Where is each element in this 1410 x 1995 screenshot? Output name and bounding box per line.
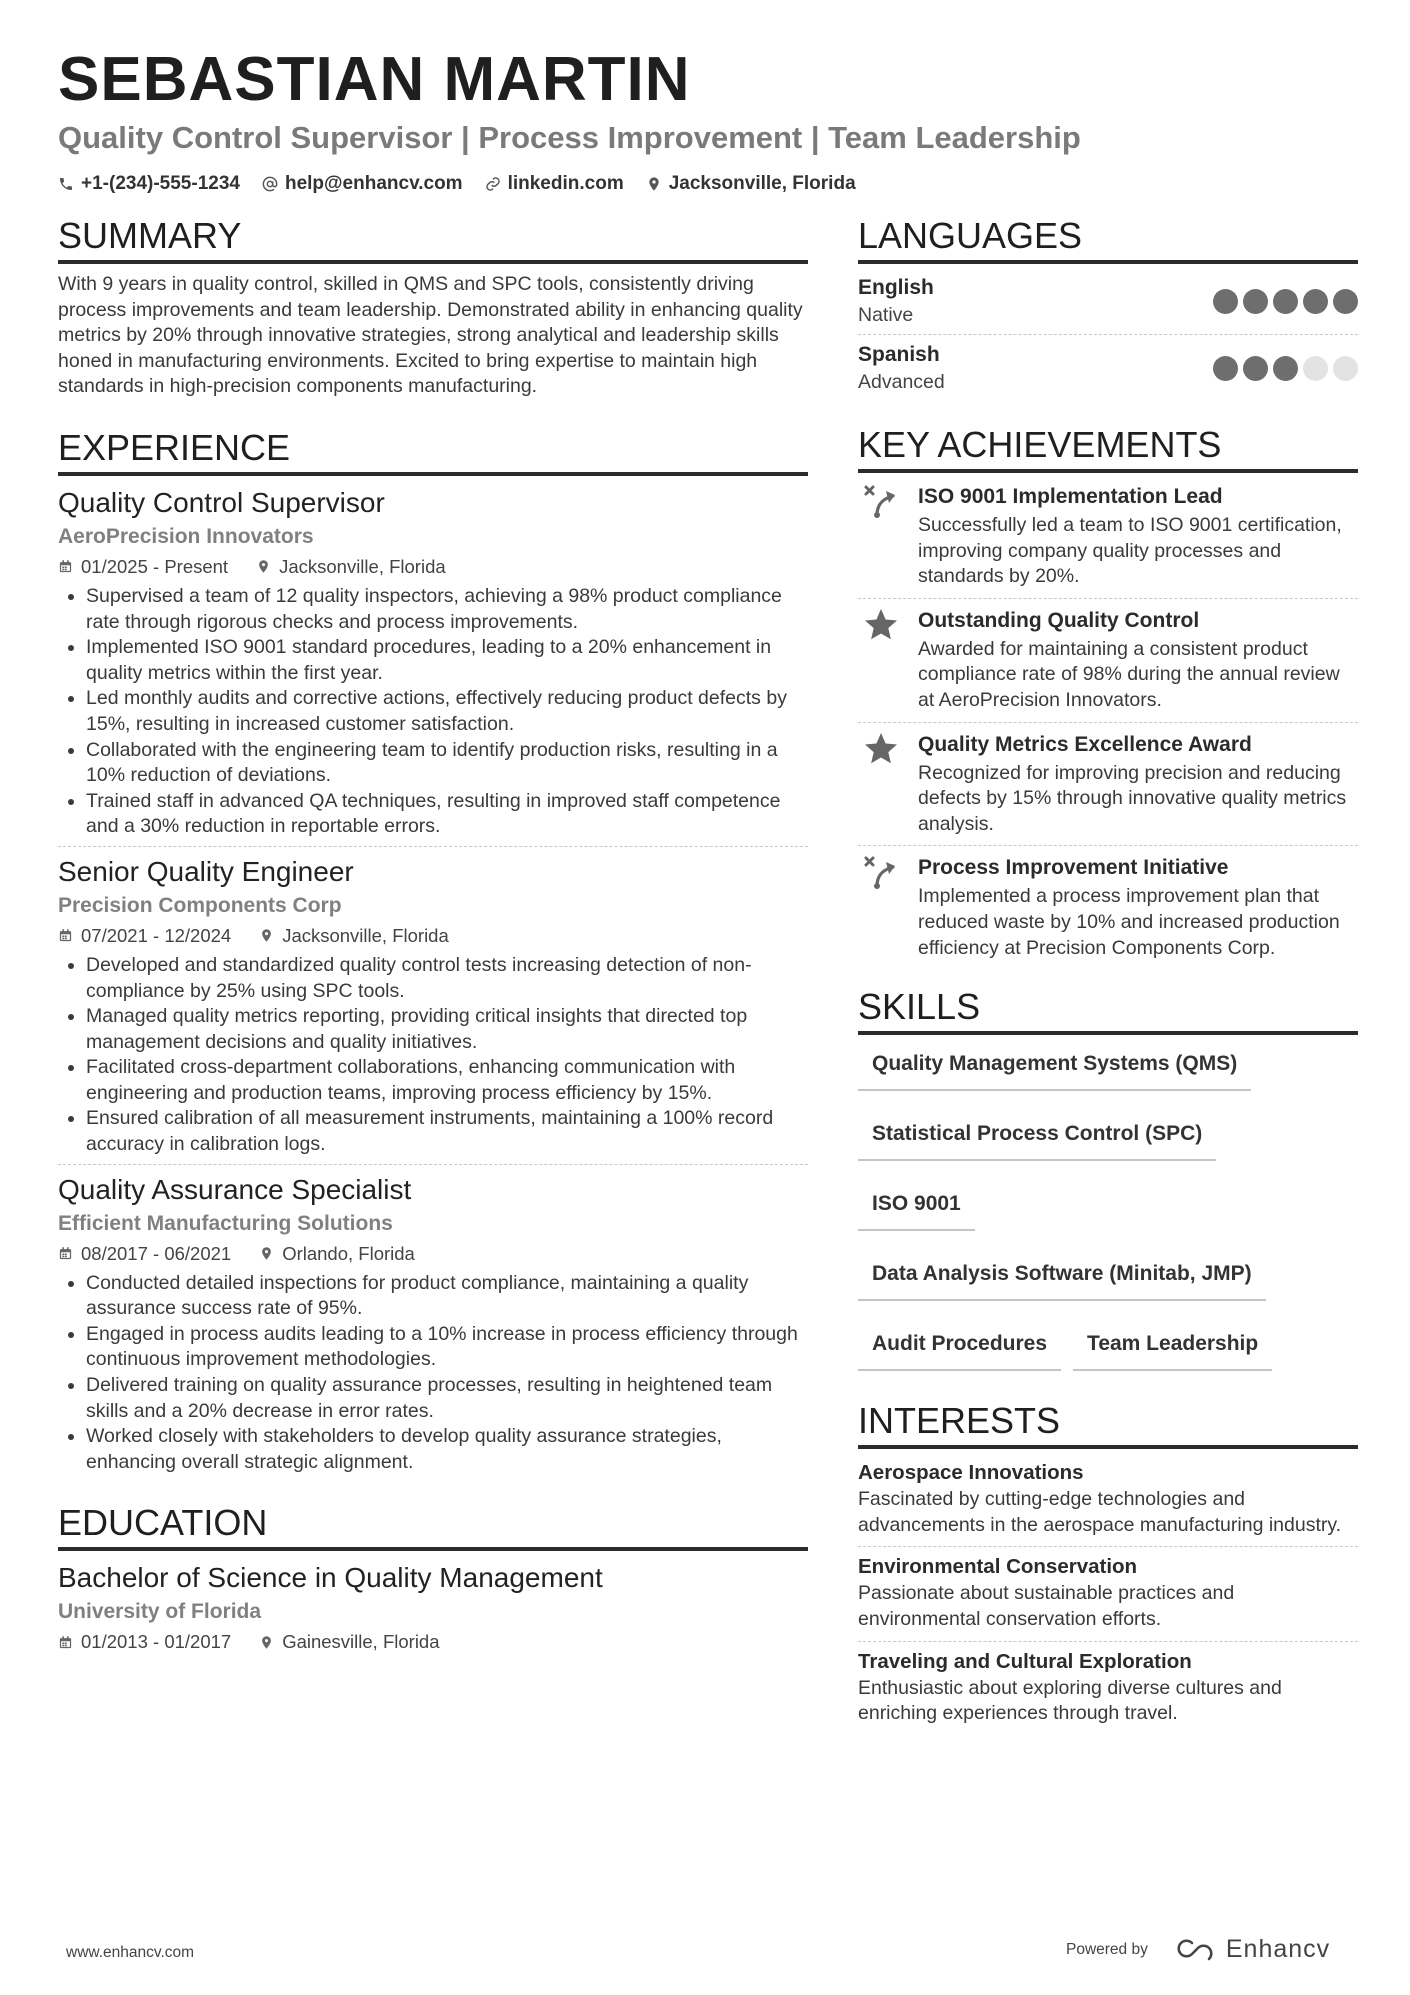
skill-tag: Audit Procedures [858,1321,1061,1371]
job-bullet: • Facilitated cross-department collaborations, enhancing communication with engineering and production teams, improving process efficiency by 15%. [86,1055,808,1106]
growth-arrow-icon [863,483,899,519]
summary-heading: SUMMARY [58,214,808,264]
achievement-icon-wrap [858,481,904,590]
rating-dot-filled [1243,289,1268,314]
contact-linkedin[interactable] [485,170,624,198]
job-company: Precision Components Corp [58,893,342,917]
enhancv-logo-icon [1172,1937,1218,1963]
rating-dot-filled [1213,289,1238,314]
job-bullet: • Collaborated with the engineering team to identify production risks, resulting in a 10% reduction of deviations. [86,738,808,789]
interest-item [858,1546,1358,1640]
map-pin-icon [259,1246,274,1261]
languages-section [858,214,1358,401]
skills-section [858,985,1358,1371]
education-location-text: Gainesville, Florida [282,1631,440,1653]
rating-dot-filled [1273,289,1298,314]
job-location [259,921,449,951]
achievement-icon-wrap [858,729,904,838]
achievements-section [858,423,1358,969]
interest-title: Aerospace Innovations [858,1461,1084,1485]
email-text: help@enhancv.com [284,173,463,194]
job-bullet: • Engaged in process audits leading to a 10% increase in process efficiency through continuous improvement methodologies. [86,1322,808,1373]
contact-phone[interactable] [58,170,240,198]
growth-arrow-icon [863,854,899,890]
job-bullets [58,584,808,840]
job-bullet: • Implemented ISO 9001 standard procedures, leading to a 20% enhancement in quality metrics within the first year. [86,635,808,686]
job-bullet: • Conducted detailed inspections for product compliance, maintaining a quality assurance success rate of 95%. [86,1271,808,1322]
interest-item [858,1641,1358,1735]
location-text: Jacksonville, Florida [668,173,856,194]
job-entry [58,1164,808,1482]
achievement-item [858,845,1358,969]
summary-section [58,214,808,400]
calendar-icon [58,1246,73,1261]
right-column [858,214,1358,1735]
star-icon [863,607,899,643]
job-dates [58,1239,231,1269]
rating-dot-empty [1333,356,1358,381]
link-icon [485,176,501,192]
skill-tag: Data Analysis Software (Minitab, JMP) [858,1251,1266,1301]
rating-dot-filled [1303,289,1328,314]
candidate-title: Quality Control Supervisor | Process Improvement | Team Leadership [58,120,1081,155]
achievement-title: ISO 9001 Implementation Lead [918,485,1223,508]
skill-tag: Quality Management Systems (QMS) [858,1041,1251,1091]
language-name: Spanish [858,343,940,366]
at-icon [262,176,278,192]
achievement-item [858,475,1358,598]
job-location [256,552,446,582]
job-dates [58,552,228,582]
phone-text: +1-(234)-555-1234 [81,173,240,194]
contact-location [646,170,856,198]
job-bullet: • Delivered training on quality assurance processes, resulting in heightened team skills and a 20% decrease in error rates. [86,1373,808,1424]
rating-dot-filled [1333,289,1358,314]
language-level: Advanced [858,371,945,393]
interest-title: Environmental Conservation [858,1555,1138,1579]
language-item [858,272,1358,334]
skill-tag: Team Leadership [1073,1321,1272,1371]
interest-item [858,1457,1358,1546]
interest-desc: Passionate about sustainable practices and environmental conservation efforts. [858,1582,1235,1630]
experience-heading: EXPERIENCE [58,426,808,476]
rating-dot-filled [1273,356,1298,381]
job-location-text: Orlando, Florida [282,1242,415,1264]
interests-heading: INTERESTS [858,1399,1358,1449]
job-bullet: • Developed and standardized quality control tests increasing detection of non-compliance by 25% using SPC tools. [86,953,808,1004]
languages-heading: LANGUAGES [858,214,1358,264]
job-dates-text: 07/2021 - 12/2024 [81,924,232,946]
map-pin-icon [259,928,274,943]
language-rating [1213,356,1358,381]
calendar-icon [58,559,73,574]
linkedin-text: linkedin.com [507,173,624,194]
achievement-item [858,722,1358,846]
summary-text: With 9 years in quality control, skilled in QMS and SPC tools, consistently driving process improvements and team leadership. Demonstrated ability in enhancing quality metrics by 20% through innovative strategies, strong analytical and leadership skills honed in manufacturing environments. Excited to bring expertise to maintain high standards in high-precision components manufacturing. [58,273,803,398]
interest-title: Traveling and Cultural Exploration [858,1649,1192,1673]
phone-icon [58,176,74,192]
footer-website[interactable]: www.enhancv.com [66,1944,195,1961]
job-bullet: • Led monthly audits and corrective actions, effectively reducing product defects by 15%, resulting in increased customer satisfaction. [86,686,808,737]
interest-desc: Enthusiastic about exploring diverse cultures and enriching experiences through travel. [858,1676,1282,1725]
job-bullet: • Worked closely with stakeholders to develop quality assurance strategies, enhancing overall strategic alignment. [86,1424,808,1475]
achievement-icon-wrap [858,852,904,961]
star-icon [863,731,899,767]
map-pin-icon [259,1635,274,1650]
job-meta [58,552,808,582]
job-company: AeroPrecision Innovators [58,524,314,548]
job-role: Quality Control Supervisor [58,486,385,518]
powered-by-text: Powered by [1066,1940,1148,1958]
job-bullet: • Managed quality metrics reporting, providing critical insights that directed top management decisions and quality initiatives. [86,1004,808,1055]
calendar-icon [58,1635,73,1650]
achievement-desc: Recognized for improving precision and reducing defects by 15% through innovative quality metrics analysis. [918,761,1347,835]
rating-dot-empty [1303,356,1328,381]
job-dates-text: 01/2025 - Present [81,555,229,577]
job-role: Quality Assurance Specialist [58,1173,412,1205]
job-entry [58,846,808,1164]
resume-header [58,44,1358,198]
education-location [259,1627,439,1657]
job-bullet: • Trained staff in advanced QA techniques, resulting in improved staff competence and a 30% reduction in reportable errors. [86,789,808,840]
map-pin-icon [646,176,662,192]
interests-section [858,1399,1358,1735]
education-meta [58,1627,808,1657]
job-entry [58,484,808,846]
achievement-desc: Implemented a process improvement plan that reduced waste by 10% and increased production efficiency at Precision Components Corp. [918,885,1340,959]
education-heading: EDUCATION [58,1501,808,1551]
education-dates [58,1627,231,1657]
job-bullet: • Ensured calibration of all measurement instruments, maintaining a 100% record accuracy in calibration logs. [86,1106,808,1157]
footer-branding [1066,1935,1330,1964]
contact-bar [58,170,1358,198]
education-degree: Bachelor of Science in Quality Management [58,1562,603,1594]
language-item [858,334,1358,401]
brand-logo[interactable] [1172,1935,1330,1964]
achievement-desc: Successfully led a team to ISO 9001 certification, improving company quality processes and standards by 20%. [918,514,1342,588]
achievements-heading: KEY ACHIEVEMENTS [858,423,1358,473]
job-meta [58,921,808,951]
achievement-item [858,598,1358,722]
job-bullets [58,953,808,1158]
contact-email[interactable] [262,170,463,198]
brand-name: Enhancv [1225,1935,1331,1963]
achievement-title: Quality Metrics Excellence Award [918,732,1252,756]
job-location-text: Jacksonville, Florida [282,924,449,946]
job-company: Efficient Manufacturing Solutions [58,1211,393,1235]
language-name: English [858,276,934,299]
experience-section [58,426,808,1481]
rating-dot-filled [1213,356,1238,381]
rating-dot-filled [1243,356,1268,381]
map-pin-icon [256,559,271,574]
education-dates-text: 01/2013 - 01/2017 [81,1631,232,1653]
achievement-title: Outstanding Quality Control [918,608,1200,632]
skills-heading: SKILLS [858,985,1358,1035]
interest-desc: Fascinated by cutting-edge technologies and advancements in the aerospace manufacturing industry. [858,1488,1342,1536]
job-dates [58,921,231,951]
job-location-text: Jacksonville, Florida [279,555,446,577]
skill-tag: Statistical Process Control (SPC) [858,1111,1216,1161]
calendar-icon [58,928,73,943]
job-bullets [58,1271,808,1476]
education-school: University of Florida [58,1600,262,1624]
candidate-name: SEBASTIAN MARTIN [58,45,691,114]
job-bullet: • Supervised a team of 12 quality inspectors, achieving a 98% product compliance rate through rigorous checks and process improvements. [86,584,808,635]
job-dates-text: 08/2017 - 06/2021 [81,1242,232,1264]
left-column [58,214,808,1657]
achievement-title: Process Improvement Initiative [918,856,1229,880]
job-meta [58,1239,808,1269]
education-section [58,1501,808,1657]
achievement-icon-wrap [858,605,904,714]
job-location [259,1239,415,1269]
language-rating [1213,289,1358,314]
achievement-desc: Awarded for maintaining a consistent product compliance rate of 98% during the annual review at AeroPrecision Innovators. [918,637,1340,711]
job-role: Senior Quality Engineer [58,855,354,887]
language-level: Native [858,304,914,326]
skill-tag: ISO 9001 [858,1181,975,1231]
skills-list [858,1035,1358,1371]
